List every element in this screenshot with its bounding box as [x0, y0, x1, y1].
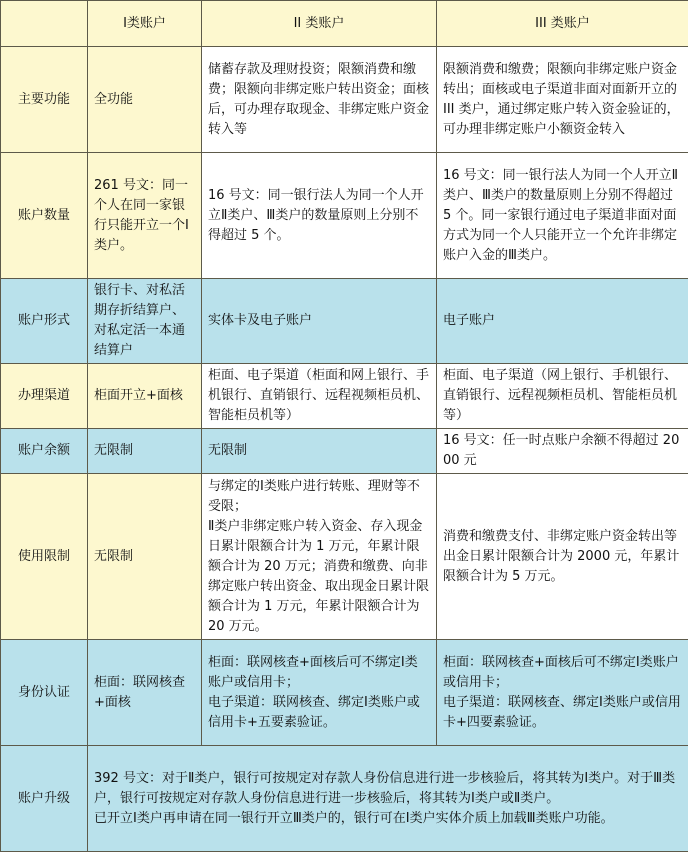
- cell-class-3: 16 号文：同一银行法人为同一个人开立Ⅱ类户、Ⅲ类户的数量原则上分别不得超过 5 个。同一家银行通过电子渠道非面对面方式为同一个人只能开立一个允许非绑定账户入金的Ⅲ类户。: [437, 153, 688, 279]
- cell-class-3: [437, 640, 688, 746]
- row-label-account-form: 账户形式: [1, 279, 88, 364]
- table-row: [1, 746, 688, 852]
- cell-class-3: 柜面、电子渠道（网上银行、手机银行、直销银行、远程视频柜员机、智能柜员机等）: [437, 364, 688, 429]
- cell-class-3: 消费和缴费支付、非绑定账户资金转出等出金日累计限额合计为 2000 元，年累计限额合计为 5 万元。: [437, 474, 688, 640]
- row-label-account-upgrade: 账户升级: [1, 746, 88, 852]
- cell-paragraph: 与绑定的Ⅰ类账户进行转账、理财等不受限；: [208, 477, 430, 517]
- cell-class-2: 实体卡及电子账户: [202, 279, 437, 364]
- header-corner: [1, 1, 88, 47]
- cell-class-3: 16 号文：任一时点账户余额不得超过 2000 元: [437, 429, 688, 474]
- cell-class-1: 柜面开立+面核: [88, 364, 202, 429]
- cell-paragraph: 已开立Ⅰ类户再申请在同一银行开立Ⅲ类户的，银行可在Ⅰ类户实体介质上加载Ⅲ类账户功能。: [94, 809, 682, 829]
- header-class-1: Ⅰ类账户: [88, 1, 202, 47]
- row-label-identity-auth: 身份认证: [1, 640, 88, 746]
- cell-class-1: 261 号文：同一个人在同一家银行只能开立一个Ⅰ类户。: [88, 153, 202, 279]
- row-label-account-count: 账户数量: [1, 153, 88, 279]
- table-row: [1, 429, 688, 474]
- cell-paragraph: 392 号文：对于Ⅱ类户，银行可按规定对存款人身份信息进行进一步核验后，将其转为Ⅰ类户。对于Ⅲ类户，银行可按规定对存款人身份信息进行进一步核验后，将其转为Ⅰ类户或Ⅱ类户。: [94, 769, 682, 809]
- cell-class-3: 限额消费和缴费；限额向非绑定账户资金转出；面核或电子渠道非面对面新开立的 III 类户，通过绑定账户转入资金验证的，可办理非绑定账户小额资金转入: [437, 47, 688, 153]
- cell-class-2: [202, 640, 437, 746]
- table-row: [1, 279, 688, 364]
- row-label-balance: 账户余额: [1, 429, 88, 474]
- cell-class-2: 储蓄存款及理财投资；限额消费和缴费；限额向非绑定账户转出资金；面核后，可办理存取现金、非绑定账户资金转入等: [202, 47, 437, 153]
- cell-class-1: 银行卡、对私活期存折结算户、对私定活一本通结算户: [88, 279, 202, 364]
- table-row: [1, 47, 688, 153]
- cell-class-1: 柜面：联网核查+面核: [88, 640, 202, 746]
- cell-class-2: 无限制: [202, 429, 437, 474]
- cell-paragraph: 柜面：联网核查+面核后可不绑定Ⅰ类账户或信用卡；: [443, 653, 682, 693]
- row-label-channel: 办理渠道: [1, 364, 88, 429]
- cell-class-1: 无限制: [88, 429, 202, 474]
- cell-paragraph: 电子渠道：联网核查、绑定Ⅰ类账户或信用卡+五要素验证。: [208, 693, 430, 733]
- table-row: [1, 640, 688, 746]
- table-row: [1, 153, 688, 279]
- header-class-2: II 类账户: [202, 1, 437, 47]
- cell-paragraph: 电子渠道：联网核查、绑定Ⅰ类账户或信用卡+四要素验证。: [443, 693, 682, 733]
- cell-paragraph: Ⅱ类户非绑定账户转入资金、存入现金日累计限额合计为 1 万元，年累计限额合计为 20 万元；消费和缴费、向非绑定账户转出资金、取出现金日累计限额合计为 1 万元，年累计限额合计为 20 万元。: [208, 517, 430, 637]
- cell-class-2: 16 号文：同一银行法人为同一个人开立Ⅱ类户、Ⅲ类户的数量原则上分别不得超过 5 个。: [202, 153, 437, 279]
- cell-class-2: [202, 474, 437, 640]
- header-row: [1, 1, 688, 47]
- cell-paragraph: 柜面：联网核查+面核后可不绑定Ⅰ类账户或信用卡；: [208, 653, 430, 693]
- cell-class-1: 全功能: [88, 47, 202, 153]
- row-label-main-function: 主要功能: [1, 47, 88, 153]
- cell-class-2: 柜面、电子渠道（柜面和网上银行、手机银行、直销银行、远程视频柜员机、智能柜员机等）: [202, 364, 437, 429]
- cell-class-1: 无限制: [88, 474, 202, 640]
- cell-class-3: 电子账户: [437, 279, 688, 364]
- table-row: [1, 364, 688, 429]
- header-class-3: III 类账户: [437, 1, 688, 47]
- row-label-usage-limit: 使用限制: [1, 474, 88, 640]
- cell-merged-upgrade: [88, 746, 688, 852]
- table-row: [1, 474, 688, 640]
